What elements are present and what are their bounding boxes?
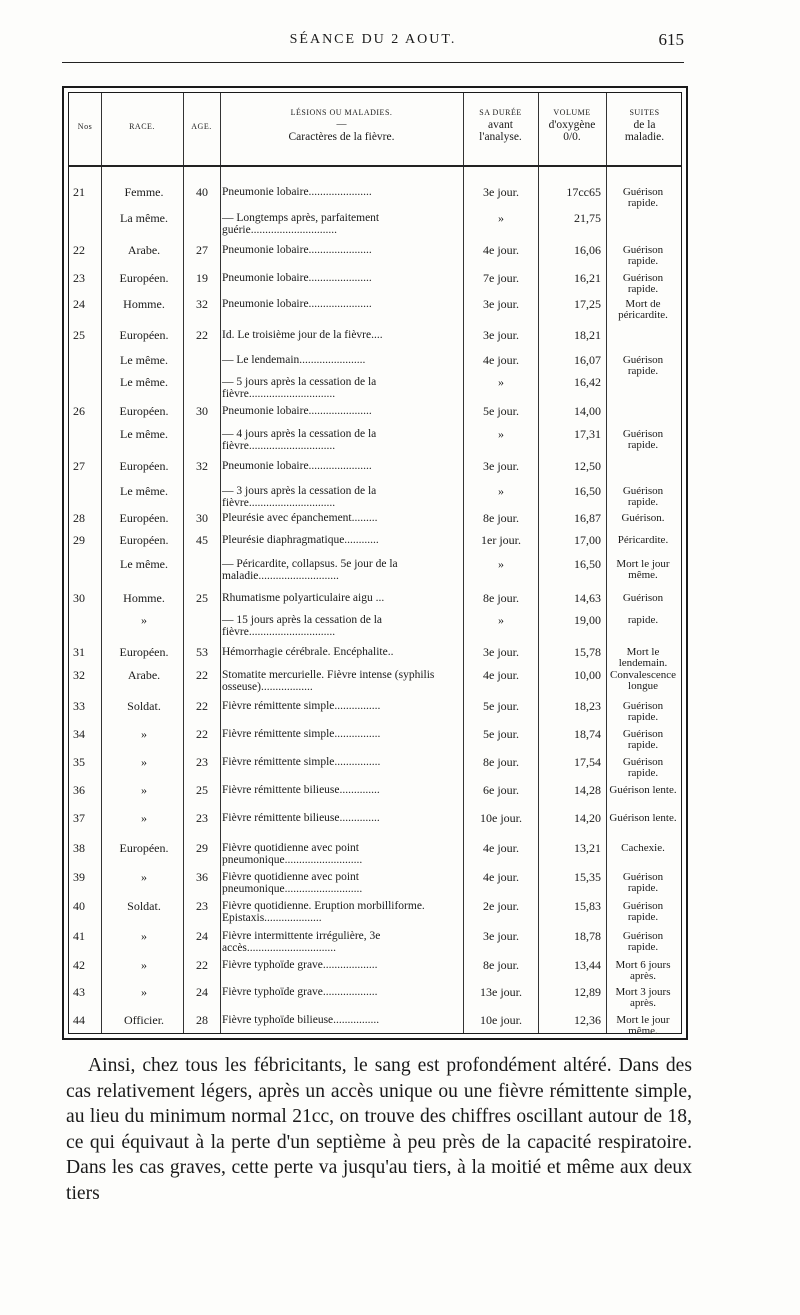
race-cell: Le même.: [120, 427, 168, 441]
lesion-cell: Pneumonie lobaire......................: [222, 405, 372, 417]
race-cell: »: [141, 929, 147, 943]
column-divider: [463, 93, 464, 1033]
race-cell: La même.: [120, 211, 168, 225]
race-cell: Le même.: [120, 557, 168, 571]
duree-cell: 3e jour.: [483, 297, 519, 311]
suite-cell: Guérison rapide.: [622, 428, 664, 451]
page-number: 615: [658, 30, 684, 49]
lesion-cell: Pneumonie lobaire......................: [222, 298, 372, 310]
suite-cell: Guérison rapide.: [622, 485, 664, 508]
age-cell: 23: [196, 755, 208, 769]
column-divider: [183, 93, 184, 1033]
age-cell: 19: [196, 271, 208, 285]
volume-cell: 15,78: [574, 645, 601, 659]
age-cell: 28: [196, 1013, 208, 1027]
volume-cell: 17cc65: [566, 185, 601, 199]
lesion-cell: Fièvre quotidienne. Eruption morbilliforme. Epistaxis....................: [222, 900, 425, 924]
volume-cell: 16,87: [574, 511, 601, 525]
volume-cell: 16,50: [574, 484, 601, 498]
duree-cell: »: [498, 613, 504, 627]
lesion-cell: — 15 jours après la cessation de la fièvre..............................: [222, 614, 382, 638]
lesion-cell: Hémorrhagie cérébrale. Encéphalite..: [222, 646, 394, 658]
lesion-cell: Fièvre intermittente irrégulière, 3e accès...............................: [222, 930, 381, 954]
duree-cell: 10e jour.: [480, 1013, 522, 1027]
row-number: 26: [73, 404, 85, 418]
volume-cell: 19,00: [574, 613, 601, 627]
volume-cell: 12,89: [574, 985, 601, 999]
race-cell: Arabe.: [127, 668, 161, 682]
duree-cell: 5e jour.: [483, 699, 519, 713]
race-cell: »: [141, 783, 147, 797]
volume-cell: 17,25: [574, 297, 601, 311]
data-table: [62, 86, 688, 1040]
col-header-duree: SA DURÉE avant l'analyse.: [479, 108, 522, 143]
lesion-cell: Pneumonie lobaire......................: [222, 460, 372, 472]
race-cell: »: [141, 958, 147, 972]
race-cell: Arabe.: [127, 243, 161, 257]
suite-cell: Guérison: [622, 592, 664, 604]
lesion-cell: — 3 jours après la cessation de la fièvre..............................: [222, 485, 377, 509]
duree-cell: »: [498, 375, 504, 389]
volume-cell: 14,20: [574, 811, 601, 825]
age-cell: 22: [196, 699, 208, 713]
duree-cell: 13e jour.: [480, 985, 522, 999]
row-number: 25: [73, 328, 85, 342]
suite-cell: Guérison rapide.: [622, 900, 664, 923]
age-cell: 27: [196, 243, 208, 257]
suite-cell: Mort le jour même.: [616, 558, 670, 581]
col-header-age: AGE.: [191, 122, 212, 131]
volume-cell: 17,00: [574, 533, 601, 547]
duree-cell: 4e jour.: [483, 353, 519, 367]
duree-cell: »: [498, 557, 504, 571]
row-number: 34: [73, 727, 85, 741]
age-cell: 22: [196, 958, 208, 972]
age-cell: 30: [196, 404, 208, 418]
race-cell: Le même.: [120, 353, 168, 367]
volume-cell: 21,75: [574, 211, 601, 225]
duree-cell: 2e jour.: [483, 899, 519, 913]
race-cell: Européen.: [119, 533, 169, 547]
row-number: 23: [73, 271, 85, 285]
age-cell: 32: [196, 459, 208, 473]
lesion-cell: Pleurésie diaphragmatique............: [222, 534, 379, 546]
row-number: 37: [73, 811, 85, 825]
duree-cell: 4e jour.: [483, 668, 519, 682]
lesion-cell: Fièvre typhoïde bilieuse................: [222, 1014, 380, 1026]
suite-cell: Mort 6 jours après.: [615, 959, 671, 982]
lesion-cell: Fièvre typhoïde grave...................: [222, 959, 378, 971]
suite-cell: Guérison lente.: [609, 812, 677, 824]
race-cell: Européen.: [119, 645, 169, 659]
lesion-cell: — 4 jours après la cessation de la fièvre..............................: [222, 428, 377, 452]
duree-cell: 4e jour.: [483, 870, 519, 884]
volume-cell: 16,06: [574, 243, 601, 257]
age-cell: 22: [196, 727, 208, 741]
race-cell: »: [141, 811, 147, 825]
row-number: 21: [73, 185, 85, 199]
column-divider: [606, 93, 607, 1033]
duree-cell: 8e jour.: [483, 755, 519, 769]
row-number: 27: [73, 459, 85, 473]
age-cell: 40: [196, 185, 208, 199]
volume-cell: 18,78: [574, 929, 601, 943]
age-cell: 23: [196, 899, 208, 913]
volume-cell: 18,23: [574, 699, 601, 713]
suite-cell: Guérison rapide.: [622, 756, 664, 779]
race-cell: Européen.: [119, 328, 169, 342]
table-inner-border: [68, 92, 682, 1037]
lesion-cell: Fièvre typhoïde grave...................: [222, 986, 378, 998]
age-cell: 32: [196, 297, 208, 311]
lesion-cell: Fièvre quotidienne avec point pneumonique...........................: [222, 842, 363, 866]
col-header-suites: SUITES de la maladie.: [624, 108, 665, 143]
col-header-no: Nos: [77, 122, 93, 131]
volume-cell: 14,63: [574, 591, 601, 605]
lesion-cell: Pneumonie lobaire......................: [222, 186, 372, 198]
duree-cell: 8e jour.: [483, 591, 519, 605]
volume-cell: 13,21: [574, 841, 601, 855]
row-number: 39: [73, 870, 85, 884]
row-number: 31: [73, 645, 85, 659]
race-cell: Européen.: [119, 841, 169, 855]
header-rule: [62, 62, 684, 63]
body-text: [66, 1053, 692, 1206]
race-cell: Femme.: [124, 185, 164, 199]
race-cell: Européen.: [119, 511, 169, 525]
age-cell: 29: [196, 841, 208, 855]
lesion-cell: Fièvre rémittente simple................: [222, 700, 381, 712]
suite-cell: Convalescence longue: [610, 669, 676, 692]
lesion-cell: — Le lendemain.......................: [222, 354, 366, 366]
lesion-cell: — Longtemps après, parfaitement guérie..............................: [222, 212, 380, 236]
volume-cell: 17,54: [574, 755, 601, 769]
row-number: 42: [73, 958, 85, 972]
lesion-cell: Pneumonie lobaire......................: [222, 272, 372, 284]
duree-cell: 10e jour.: [480, 811, 522, 825]
lesion-cell: — 5 jours après la cessation de la fièvre..............................: [222, 376, 377, 400]
suite-cell: Péricardite.: [617, 534, 669, 546]
duree-cell: 6e jour.: [483, 783, 519, 797]
col-header-lesions: LÉSIONS OU MALADIES. — Caractères de la fièvre.: [288, 108, 395, 143]
race-cell: Le même.: [120, 375, 168, 389]
row-number: 40: [73, 899, 85, 913]
volume-cell: 15,83: [574, 899, 601, 913]
race-cell: Soldat.: [127, 899, 161, 913]
race-cell: Le même.: [120, 484, 168, 498]
age-cell: 24: [196, 929, 208, 943]
duree-cell: 3e jour.: [483, 929, 519, 943]
age-cell: 25: [196, 591, 208, 605]
volume-cell: 14,28: [574, 783, 601, 797]
paragraph: Ainsi, chez tous les fébricitants, le sang est profondément altéré. Dans des cas relativement légers, après un accès unique ou une fièvre rémittente simple, au lieu du minimum normal 21cc, on trouve des chiffres oscillant autour de 18, ce qui équivaut à la perte d'un septième à peu près de la capacité respiratoire. Dans les cas graves, cette perte va jusqu'au tiers, à la moitié et même aux deux tiers: [66, 1055, 692, 1204]
row-number: 32: [73, 668, 85, 682]
age-cell: 30: [196, 511, 208, 525]
lesion-cell: Fièvre rémittente bilieuse..............: [222, 784, 380, 796]
volume-cell: 17,31: [574, 427, 601, 441]
race-cell: »: [141, 613, 147, 627]
row-number: 43: [73, 985, 85, 999]
lesion-cell: Fièvre quotidienne avec point pneumonique...........................: [222, 871, 363, 895]
duree-cell: »: [498, 211, 504, 225]
suite-cell: Mort de péricardite.: [618, 298, 668, 321]
volume-cell: 18,21: [574, 328, 601, 342]
volume-cell: 16,07: [574, 353, 601, 367]
race-cell: Soldat.: [127, 699, 161, 713]
row-number: 33: [73, 699, 85, 713]
duree-cell: 1er jour.: [481, 533, 521, 547]
race-cell: Homme.: [123, 297, 165, 311]
lesion-cell: Stomatite mercurielle. Fièvre intense (syphilis osseuse)..................: [222, 669, 435, 693]
duree-cell: 5e jour.: [483, 727, 519, 741]
suite-cell: Guérison rapide.: [622, 244, 664, 267]
lesion-cell: Pneumonie lobaire......................: [222, 244, 372, 256]
age-cell: 22: [196, 668, 208, 682]
duree-cell: 3e jour.: [483, 459, 519, 473]
race-cell: Européen.: [119, 459, 169, 473]
volume-cell: 10,00: [574, 668, 601, 682]
volume-cell: 16,50: [574, 557, 601, 571]
suite-cell: Guérison rapide.: [622, 728, 664, 751]
lesion-cell: Rhumatisme polyarticulaire aigu ...: [222, 592, 385, 604]
lesion-cell: Fièvre rémittente bilieuse..............: [222, 812, 380, 824]
suite-cell: Mort 3 jours après.: [615, 986, 671, 1009]
row-number: 36: [73, 783, 85, 797]
suite-cell: Guérison lente.: [609, 784, 677, 796]
row-number: 35: [73, 755, 85, 769]
col-header-race: RACE.: [129, 122, 155, 131]
running-title: SÉANCE DU 2 AOUT.: [289, 32, 457, 47]
suite-cell: rapide.: [627, 614, 659, 626]
race-cell: Homme.: [123, 591, 165, 605]
column-divider: [220, 93, 221, 1033]
race-cell: »: [141, 985, 147, 999]
row-number: 24: [73, 297, 85, 311]
suite-cell: Guérison.: [621, 512, 665, 524]
age-cell: 36: [196, 870, 208, 884]
suite-cell: Guérison rapide.: [622, 871, 664, 894]
suite-cell: Guérison rapide.: [622, 272, 664, 295]
race-cell: Officier.: [123, 1013, 165, 1027]
suite-cell: Mort le jour même.: [616, 1014, 670, 1037]
race-cell: Européen.: [119, 271, 169, 285]
volume-cell: 16,42: [574, 375, 601, 389]
age-cell: 53: [196, 645, 208, 659]
volume-cell: 18,74: [574, 727, 601, 741]
suite-cell: Guérison rapide.: [622, 186, 664, 209]
volume-cell: 16,21: [574, 271, 601, 285]
suite-cell: Cachexie.: [621, 842, 665, 854]
row-number: 22: [73, 243, 85, 257]
race-cell: »: [141, 727, 147, 741]
lesion-cell: — Péricardite, collapsus. 5e jour de la maladie............................: [222, 558, 398, 582]
duree-cell: 3e jour.: [483, 328, 519, 342]
lesion-cell: Fièvre rémittente simple................: [222, 728, 381, 740]
row-number: 28: [73, 511, 85, 525]
col-header-volume: VOLUME d'oxygène 0/0.: [548, 108, 596, 143]
duree-cell: 3e jour.: [483, 645, 519, 659]
race-cell: Européen.: [119, 404, 169, 418]
duree-cell: »: [498, 427, 504, 441]
volume-cell: 14,00: [574, 404, 601, 418]
duree-cell: 4e jour.: [483, 243, 519, 257]
lesion-cell: Pleurésie avec épanchement.........: [222, 512, 378, 524]
lesion-cell: Fièvre rémittente simple................: [222, 756, 381, 768]
duree-cell: 8e jour.: [483, 958, 519, 972]
volume-cell: 12,36: [574, 1013, 601, 1027]
row-number: 38: [73, 841, 85, 855]
duree-cell: 4e jour.: [483, 841, 519, 855]
age-cell: 24: [196, 985, 208, 999]
age-cell: 25: [196, 783, 208, 797]
duree-cell: 5e jour.: [483, 404, 519, 418]
duree-cell: 7e jour.: [483, 271, 519, 285]
row-number: 41: [73, 929, 85, 943]
suite-cell: Guérison rapide.: [622, 930, 664, 953]
volume-cell: 12,50: [574, 459, 601, 473]
row-number: 29: [73, 533, 85, 547]
race-cell: »: [141, 870, 147, 884]
suite-cell: Guérison rapide.: [622, 700, 664, 723]
volume-cell: 13,44: [574, 958, 601, 972]
age-cell: 45: [196, 533, 208, 547]
suite-cell: Guérison rapide.: [622, 354, 664, 377]
page-header: [62, 30, 684, 54]
duree-cell: 8e jour.: [483, 511, 519, 525]
column-divider: [101, 93, 102, 1033]
volume-cell: 15,35: [574, 870, 601, 884]
suite-cell: Mort le lendemain.: [618, 646, 668, 669]
duree-cell: 3e jour.: [483, 185, 519, 199]
duree-cell: »: [498, 484, 504, 498]
race-cell: »: [141, 755, 147, 769]
age-cell: 22: [196, 328, 208, 342]
row-number: 30: [73, 591, 85, 605]
lesion-cell: Id. Le troisième jour de la fièvre....: [222, 329, 383, 341]
age-cell: 23: [196, 811, 208, 825]
header-divider: [69, 165, 681, 167]
row-number: 44: [73, 1013, 85, 1027]
